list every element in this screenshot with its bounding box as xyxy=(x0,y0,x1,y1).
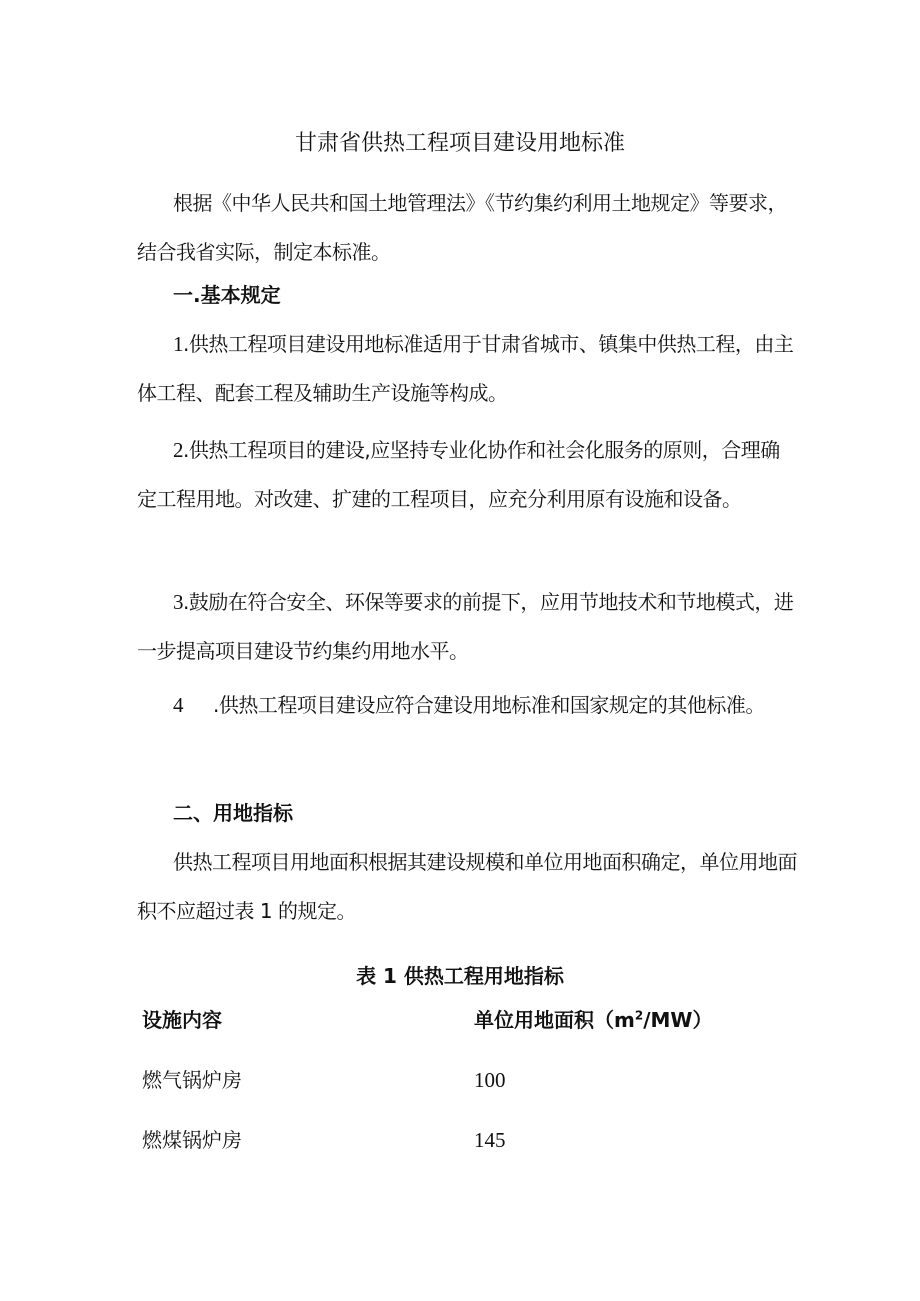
table-header-row xyxy=(142,1004,782,1064)
clause-text: .供热工程项目建设用地标准适用于甘肃省城市、镇集中供热工程，由主体工程、配套工程及辅助生产设施等构成。 xyxy=(137,332,794,405)
facility-name: 燃气锅炉房 xyxy=(142,1068,242,1092)
column-header-facility: 设施内容 xyxy=(142,1008,222,1032)
clause-text: .供热工程项目建设应符合建设用地标准和国家规定的其他标准。 xyxy=(213,693,765,717)
land-index-table xyxy=(142,1004,782,1184)
clause-text: .鼓励在符合安全、环保等要求的前提下，应用节地技术和节地模式，进一步提高项目建设节约集约用地水平。 xyxy=(137,590,794,663)
clause-4 xyxy=(137,681,797,730)
intro-paragraph: 根据《中华人民共和国土地管理法》《节约集约利用土地规定》等要求，结合我省实际，制定本标准。 xyxy=(137,191,787,264)
clause-text: .供热工程项目的建设,应坚持专业化协作和社会化服务的原则，合理确定工程用地。对改建、扩建的工程项目，应充分利用原有设施和设备。 xyxy=(137,438,780,511)
column-header-unit-area: 单位用地面积$(m^2/MW)$ xyxy=(474,1008,713,1032)
clause-1 xyxy=(137,320,797,418)
unit-area-value: 100 xyxy=(474,1068,506,1092)
table-caption: 表 1 供热工程用地指标 xyxy=(356,964,564,988)
section-heading-basic: 一.基本规定 xyxy=(173,283,281,307)
unit-area-value: 145 xyxy=(474,1128,506,1152)
clause-number: 2 xyxy=(173,438,183,462)
page-title: 甘肃省供热工程项目建设用地标准 xyxy=(294,131,625,156)
clause-number: 4 xyxy=(173,693,183,717)
table-row xyxy=(142,1124,782,1184)
facility-name: 燃煤锅炉房 xyxy=(142,1128,242,1152)
clause-3 xyxy=(137,578,797,676)
clause-2 xyxy=(137,426,797,524)
land-index-paragraph: 供热工程项目用地面积根据其建设规模和单位用地面积确定，单位用地面积不应超过表 1 的规定。 xyxy=(137,850,797,923)
section-heading-land: 二、用地指标 xyxy=(173,801,293,825)
table-row xyxy=(142,1064,782,1124)
clause-number: 1 xyxy=(173,332,183,356)
clause-number: 3 xyxy=(173,590,183,614)
